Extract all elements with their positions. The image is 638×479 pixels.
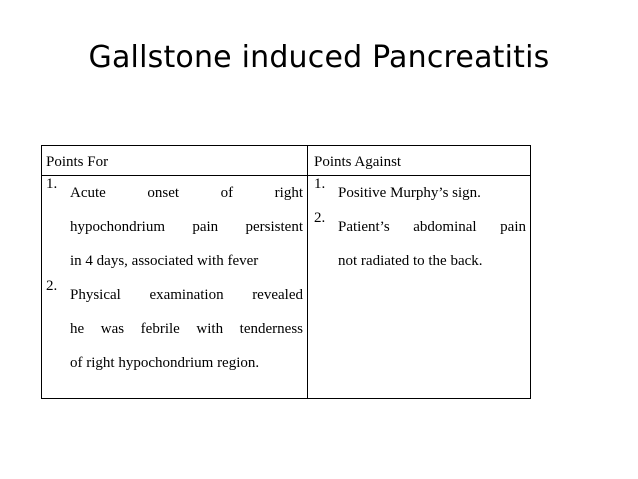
item-text-line: Patient’s abdominal pain [338, 219, 526, 235]
item-text-line: Physical examination revealed [70, 287, 303, 303]
item-text-line: not radiated to the back. [338, 253, 483, 269]
comparison-table [41, 145, 531, 399]
item-number: 1. [314, 176, 326, 192]
item-text-line: in 4 days, associated with fever [70, 253, 259, 269]
item-text-line: hypochondrium pain persistent [70, 219, 303, 235]
slide-title: Gallstone induced Pancreatitis [88, 40, 550, 75]
list-item [42, 278, 307, 380]
item-number: 2. [314, 210, 326, 226]
points-for-header: Points For [46, 154, 109, 170]
item-text-line: of right hypochondrium region. [70, 355, 260, 371]
points-against-column [308, 146, 530, 398]
points-against-header-cell [308, 146, 530, 176]
list-item [308, 176, 530, 210]
list-item [42, 176, 307, 278]
item-text-line: Positive Murphy’s sign. [338, 185, 481, 201]
item-number: 2. [46, 278, 58, 294]
points-for-header-cell [42, 146, 307, 176]
list-item [308, 210, 530, 278]
points-for-column [42, 146, 308, 398]
item-text-line: he was febrile with tenderness [70, 321, 303, 337]
points-against-list [308, 176, 530, 278]
item-text-line: Acute onset of right [70, 185, 303, 201]
points-against-header: Points Against [314, 154, 402, 170]
points-for-list [42, 176, 307, 380]
item-number: 1. [46, 176, 58, 192]
